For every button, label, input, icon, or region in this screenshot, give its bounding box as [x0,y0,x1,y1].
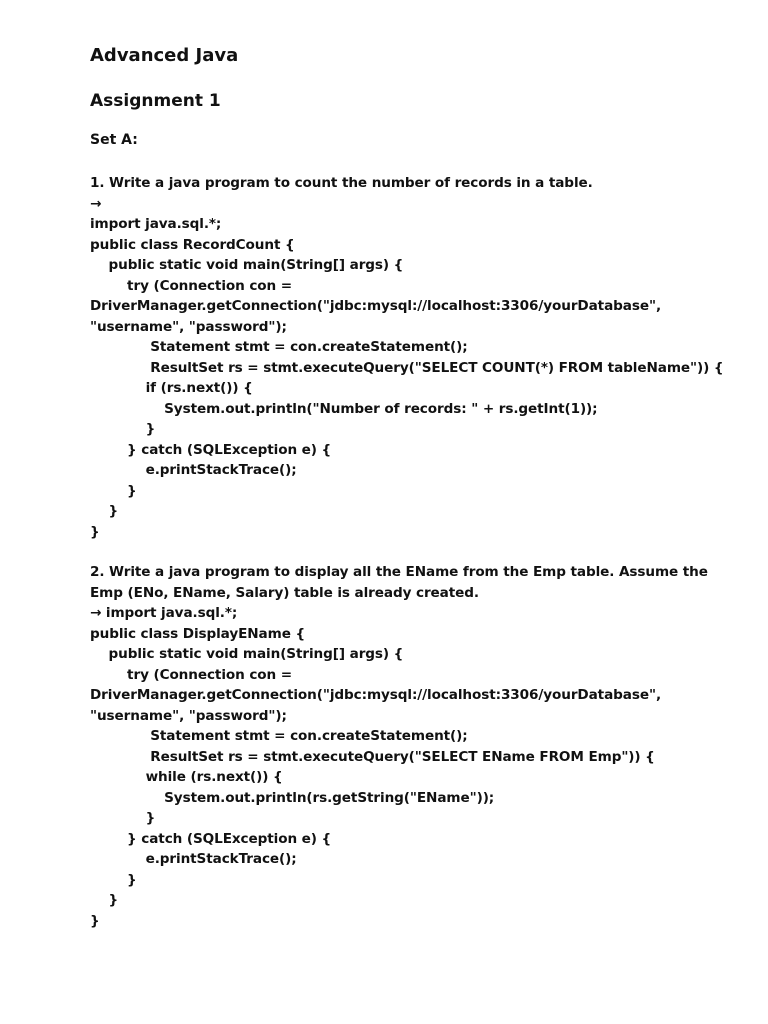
question-1-text-line: 1. Write a java program to count the number of records in a table. [90,175,593,191]
code-line: } [90,892,119,908]
code-line: } [90,912,100,929]
code-line: ResultSet rs = stmt.executeQuery("SELECT EName FROM Emp")) { [90,748,655,765]
code-line: System.out.println("Number of records: " + rs.getInt(1)); [90,400,598,417]
code-line: } [90,523,100,540]
code-line: } [90,810,156,826]
code-line: DriverManager.getConnection("jdbc:mysql://localhost:3306/yourDatabase", [90,298,662,314]
document-title: Advanced Java [90,45,239,66]
code-line: "username", "password"); [90,707,287,724]
code-line: import java.sql.*; [90,216,222,232]
code-line: } [90,503,119,519]
arrow-line: → [90,195,102,212]
code-line: Statement stmt = con.createStatement(); [90,728,468,744]
code-line: } [90,482,137,499]
code-line: Statement stmt = con.createStatement(); [90,339,468,355]
code-line: → import java.sql.*; [90,605,238,621]
question-2-block [90,562,720,931]
code-line: ResultSet rs = stmt.executeQuery("SELECT COUNT(*) FROM tableName")) { [90,359,724,376]
code-line: try (Connection con = [90,666,293,683]
set-label: Set A: [90,132,138,148]
code-line: public class DisplayEName { [90,625,306,642]
code-line: public class RecordCount { [90,236,295,253]
code-line: } catch (SQLException e) { [90,830,332,847]
code-line: while (rs.next()) { [90,769,283,785]
code-line: if (rs.next()) { [90,380,253,396]
question-1-block [90,173,724,542]
code-line: "username", "password"); [90,318,287,335]
assignment-heading: Assignment 1 [90,91,221,111]
question-2-text-line: 2. Write a java program to display all the EName from the Emp table. Assume the [90,564,708,580]
code-line: e.printStackTrace(); [90,851,297,867]
code-line: } [90,871,137,888]
code-line: System.out.println(rs.getString("EName")); [90,789,495,806]
code-line: public static void main(String[] args) { [90,257,404,273]
code-line: public static void main(String[] args) { [90,646,404,662]
code-line: e.printStackTrace(); [90,462,297,478]
code-line: } [90,421,156,437]
code-line: } catch (SQLException e) { [90,441,332,458]
question-2-text-line: Emp (ENo, EName, Salary) table is already created. [90,584,479,601]
code-line: DriverManager.getConnection("jdbc:mysql://localhost:3306/yourDatabase", [90,687,662,703]
code-line: try (Connection con = [90,277,293,294]
